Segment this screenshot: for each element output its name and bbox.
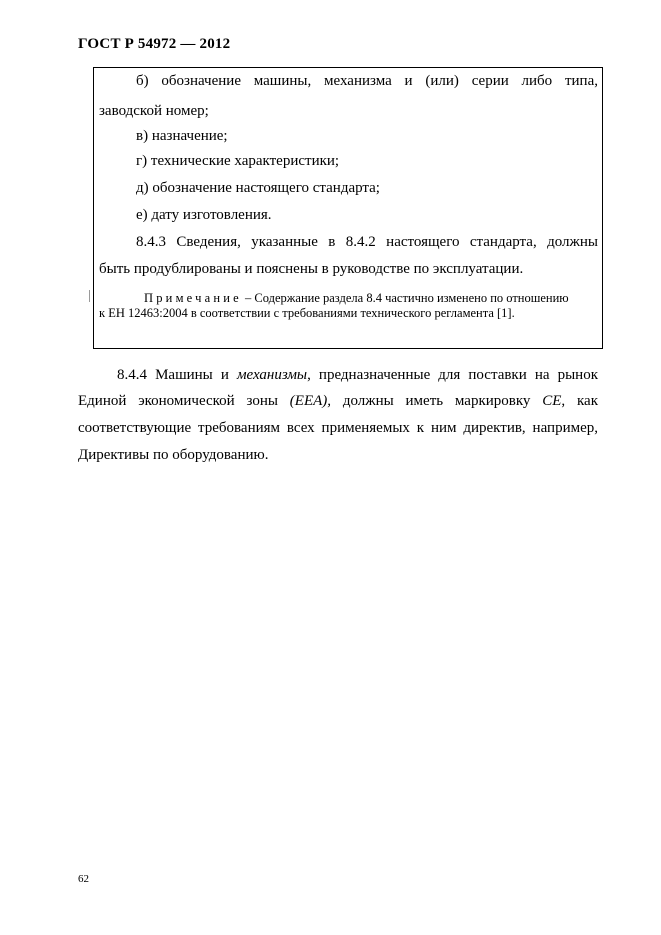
clause-843-line1: 8.4.3 Сведения, указанные в 8.4.2 настоящего стандарта, должны bbox=[136, 234, 598, 250]
note-line2: к ЕН 12463:2004 в соответствии с требованиями технического регламента [1]. bbox=[99, 306, 515, 320]
clause-844-line3: соответствующие требованиям всех применяемых к ним директив, например, bbox=[78, 420, 598, 436]
clause-843-line2: быть продублированы и пояснены в руководстве по эксплуатации. bbox=[99, 261, 524, 277]
clause-844-line1 bbox=[117, 366, 598, 384]
margin-mark bbox=[89, 290, 90, 302]
clause-844-line2-c: , как bbox=[561, 393, 598, 409]
clause-844-line2 bbox=[78, 392, 598, 410]
item-d: д) обозначение настоящего стандарта; bbox=[136, 180, 380, 196]
page-number: 62 bbox=[78, 873, 89, 885]
clause-844-italic-eea: (ЕЕА), bbox=[289, 393, 332, 409]
clause-844-italic-ce: СЕ bbox=[542, 393, 562, 409]
item-e: е) дату изготовления. bbox=[136, 207, 272, 223]
item-v: в) назначение; bbox=[136, 128, 228, 144]
page-header: ГОСТ Р 54972 — 2012 bbox=[78, 36, 231, 52]
clause-844-text-a: 8.4.4 Машины и bbox=[117, 367, 237, 383]
note-text-line1: – Содержание раздела 8.4 частично изменено по отношению bbox=[241, 291, 569, 305]
clause-844-line2-b: должны иметь маркировку bbox=[331, 393, 543, 409]
item-b-line1: б) обозначение машины, механизма и (или) серии либо типа, bbox=[136, 73, 598, 89]
item-b-line2: заводской номер; bbox=[99, 103, 209, 119]
note-line1 bbox=[144, 291, 569, 306]
clause-844-text-b: , предназначенные для поставки на рынок bbox=[307, 367, 598, 383]
note-label: Примечание bbox=[144, 291, 242, 305]
clause-844-line4: Директивы по оборудованию. bbox=[78, 447, 269, 463]
clause-844-line2-a: Единой экономической зоны bbox=[78, 393, 290, 409]
item-g: г) технические характеристики; bbox=[136, 153, 340, 169]
clause-844-italic-mechanisms: механизмы bbox=[236, 367, 308, 383]
